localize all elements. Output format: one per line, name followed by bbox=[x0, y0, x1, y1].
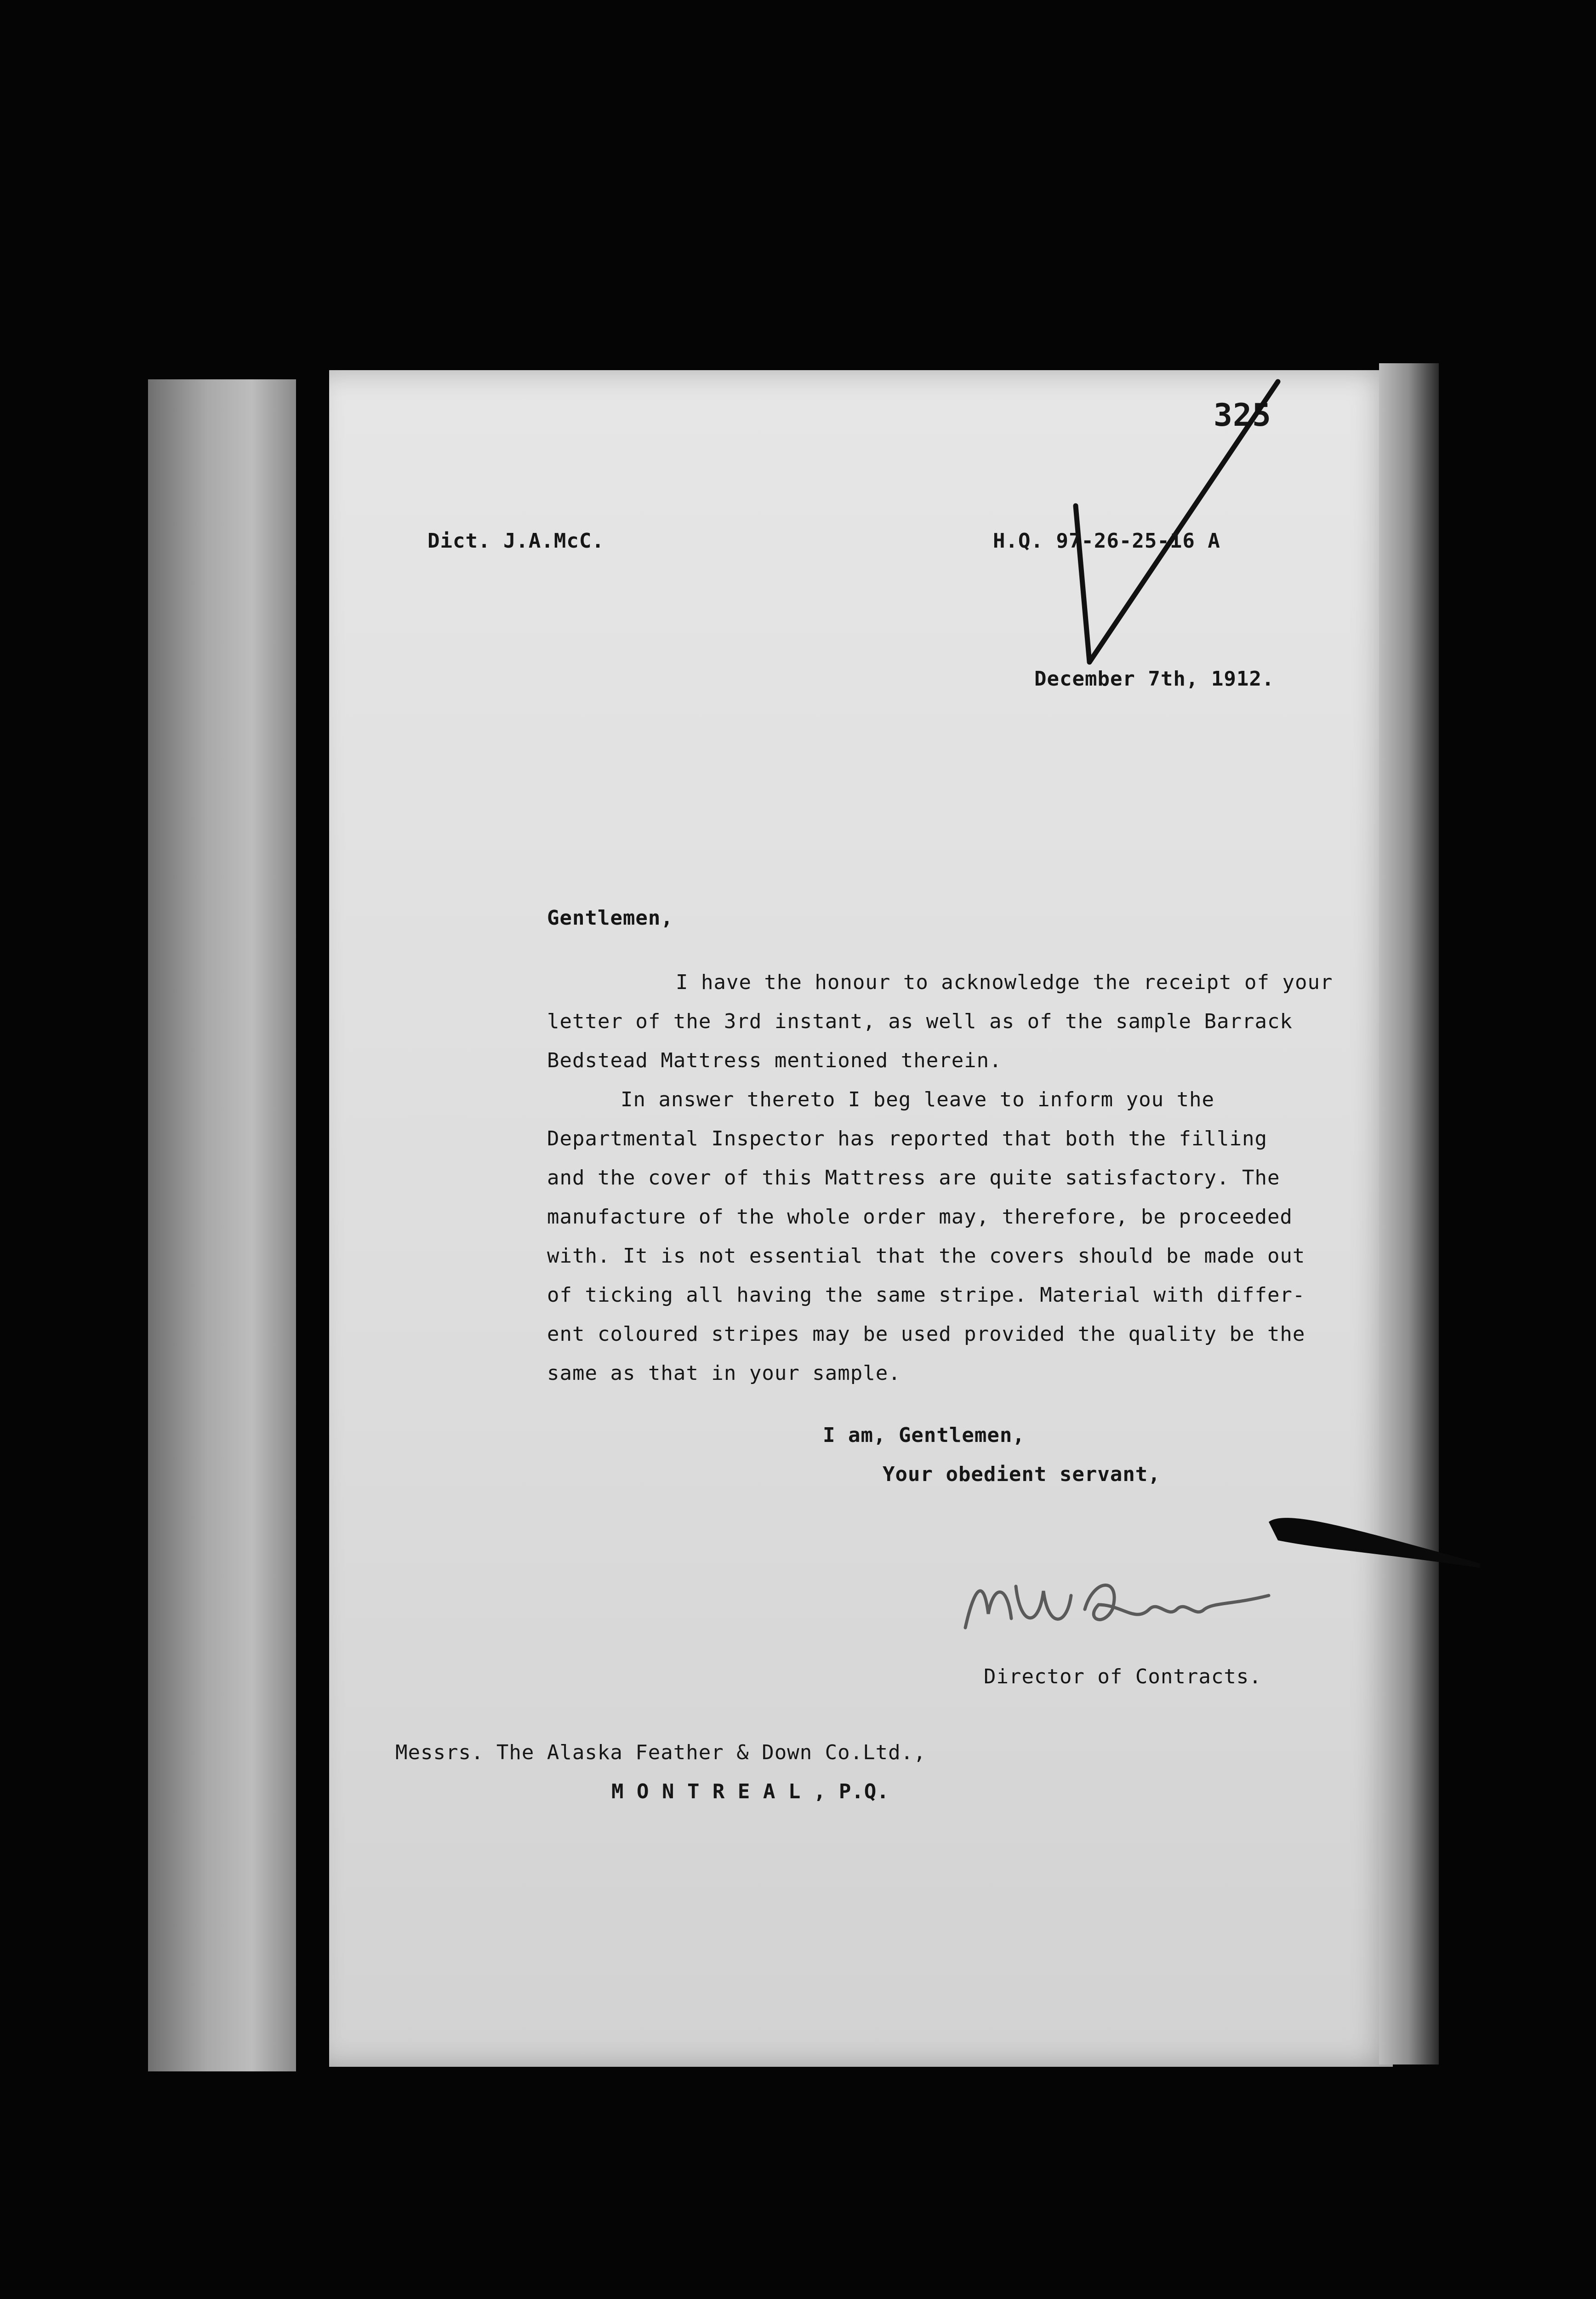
body-line: Bedstead Mattress mentioned therein. bbox=[547, 1049, 1002, 1072]
page-number: 325 bbox=[1214, 397, 1271, 434]
closing-line: Your obedient servant, bbox=[883, 1463, 1161, 1486]
body-line: Departmental Inspector has reported that both the filling bbox=[547, 1127, 1267, 1150]
body-line: In answer thereto I beg leave to inform you the bbox=[621, 1088, 1215, 1111]
handwritten-signature bbox=[947, 1559, 1278, 1646]
dictation-ref: Dict. J.A.McC. bbox=[428, 529, 604, 553]
page-edge bbox=[1379, 363, 1439, 2065]
file-reference: H.Q. 97-26-25-16 A bbox=[993, 529, 1220, 553]
body-line: of ticking all having the same stripe. Material with differ- bbox=[547, 1283, 1305, 1307]
pen-tip-obstruction bbox=[1269, 1513, 1480, 1568]
body-line: letter of the 3rd instant, as well as of the sample Barrack bbox=[547, 1010, 1293, 1033]
salutation: Gentlemen, bbox=[547, 906, 673, 930]
body-line: ent coloured stripes may be used provided the quality be the bbox=[547, 1322, 1305, 1346]
addressee-line: M O N T R E A L , P.Q. bbox=[611, 1780, 889, 1803]
check-mark bbox=[1057, 372, 1296, 671]
body-line: with. It is not essential that the covers should be made out bbox=[547, 1244, 1305, 1268]
addressee-line: Messrs. The Alaska Feather & Down Co.Ltd., bbox=[395, 1741, 926, 1764]
body-line: same as that in your sample. bbox=[547, 1361, 901, 1385]
body-line: I have the honour to acknowledge the receipt of your bbox=[676, 971, 1333, 994]
adjacent-page-strip bbox=[148, 379, 296, 2071]
closing-line: I am, Gentlemen, bbox=[823, 1424, 1025, 1447]
letter-date: December 7th, 1912. bbox=[1034, 667, 1275, 691]
body-line: manufacture of the whole order may, therefore, be proceeded bbox=[547, 1205, 1293, 1229]
signatory-title: Director of Contracts. bbox=[984, 1665, 1262, 1688]
body-line: and the cover of this Mattress are quite satisfactory. The bbox=[547, 1166, 1280, 1190]
